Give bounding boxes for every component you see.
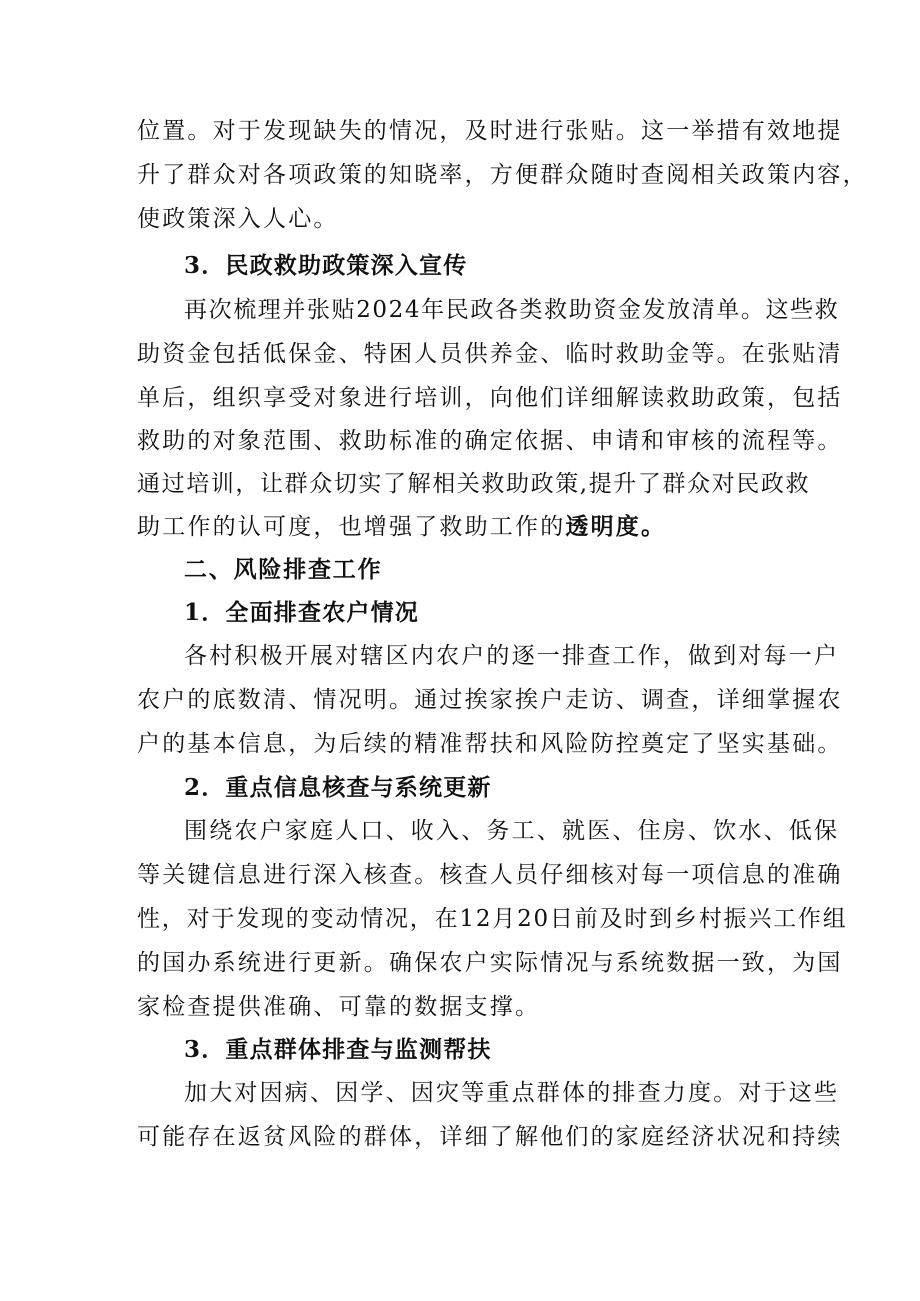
- paragraph-line: 位置。对于发现缺失的情况，及时进行张贴。这一举措有效地提: [137, 118, 843, 144]
- subsection-heading-key-groups: 3．重点群体排查与监测帮扶: [184, 1036, 492, 1063]
- subsection-heading-info-verification: 2．重点信息核查与系统更新: [184, 774, 492, 801]
- paragraph-line: 户的基本信息，为后续的精准帮扶和风险防控奠定了坚实基础。: [137, 731, 843, 757]
- paragraph-text: 助工作的认可度，也增强了救助工作的: [137, 514, 566, 540]
- paragraph-line: 可能存在返贫风险的群体，详细了解他们的家庭经济状况和持续: [137, 1124, 843, 1150]
- paragraph-line: 家检查提供准确、可靠的数据支撑。: [137, 994, 541, 1020]
- paragraph-line: 的国办系统进行更新。确保农户实际情况与系统数据一致，为国: [137, 950, 843, 976]
- paragraph-line: 等关键信息进行深入核查。核查人员仔细核对每一项信息的准确: [137, 862, 843, 888]
- paragraph-line: 围绕农户家庭人口、收入、务工、就医、住房、饮水、低保: [184, 818, 840, 844]
- section-heading-risk-screening: 二、风险排查工作: [184, 556, 383, 583]
- paragraph-line: 助资金包括低保金、特困人员供养金、临时救助金等。在张贴清: [137, 341, 843, 367]
- section-heading-civil-aid: 3．民政救助政策深入宣传: [184, 252, 468, 279]
- paragraph-line: 通过培训，让群众切实了解相关救助政策,提升了群众对民政救: [137, 471, 811, 497]
- emphasized-text: 透明度。: [565, 513, 667, 540]
- paragraph-line: 各村积极开展对辖区内农户的逐一排查工作，做到对每一户: [184, 643, 840, 669]
- paragraph-line: 救助的对象范围、救助标准的确定依据、申请和审核的流程等。: [137, 428, 843, 454]
- paragraph-line: [137, 512, 797, 542]
- paragraph-line: 加大对因病、因学、因灾等重点群体的排查力度。对于这些: [184, 1080, 840, 1106]
- paragraph-line: 升了群众对各项政策的知晓率，方便群众随时查阅相关政策内容，: [137, 162, 868, 188]
- paragraph-line: 单后，组织享受对象进行培训，向他们详细解读救助政策，包括: [137, 385, 843, 411]
- paragraph-line: 性，对于发现的变动情况，在12月20日前及时到乡村振兴工作组: [137, 906, 848, 932]
- paragraph-line: 使政策深入人心。: [137, 206, 339, 232]
- paragraph-line: 再次梳理并张贴2024年民政各类救助资金发放清单。这些救: [184, 297, 840, 323]
- paragraph-line: 农户的底数清、情况明。通过挨家挨户走访、调查，详细掌握农: [137, 687, 843, 713]
- subsection-heading-household-screening: 1．全面排查农户情况: [184, 599, 420, 626]
